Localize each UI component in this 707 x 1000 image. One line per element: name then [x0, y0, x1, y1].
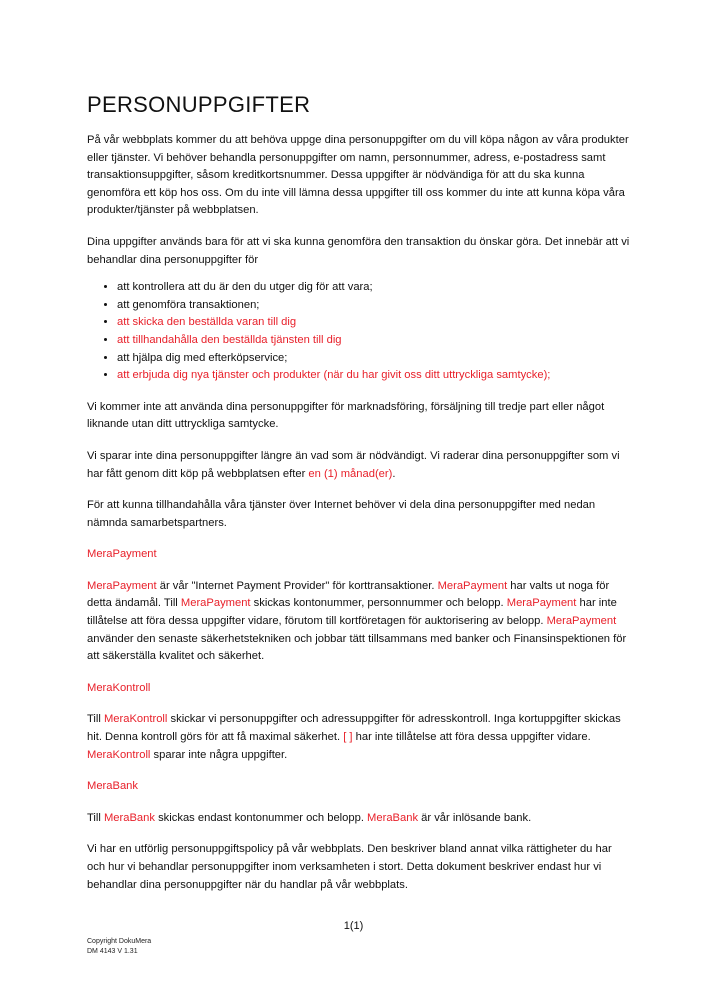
list-item: • att tillhandahålla den beställda tjänsten till dig: [117, 332, 632, 350]
merakontroll-paragraph: [87, 711, 632, 764]
list-item: • att kontrollera att du är den du utger dig för att vara;: [117, 279, 632, 297]
intro-paragraph: På vår webbplats kommer du att behöva uppge dina personuppgifter om du vill köpa någon av våra produkter eller tjänster. Vi behöver behandla personuppgifter om namn, personnummer, adress, e-postadress samt transaktionsuppgifter, såsom kreditkortsnummer. Dessa uppgifter är nödvändiga för att du ska kunna genomföra ett köp hos oss. Om du inte vill lämna dessa uppgifter till oss kommer du inte att kunna köpa våra produkter/tjänster på webbplatsen.: [87, 134, 629, 217]
retention-period: en (1) månad(er): [308, 467, 393, 480]
paragraph-text: har inte tillåtelse att föra dessa uppgifter vidare, förutom till kortföretagen för auktorisering av belopp.: [87, 597, 617, 628]
paragraph-text: är vår "Internet Payment Provider" för korttransaktioner.: [156, 579, 438, 592]
paragraph-text: skickar vi personuppgifter och adressuppgifter för adresskontroll. Inga kortuppgifter skickas hit. Denna kontroll görs för att få maximal säkerhet.: [87, 713, 621, 744]
partner-name: MeraBank: [103, 811, 155, 824]
merabank-paragraph: [87, 810, 632, 828]
retention-paragraph: [87, 448, 632, 483]
paragraph-text: är vår inlösande bank.: [418, 811, 532, 824]
retention-end: .: [392, 467, 396, 480]
paragraph-text: Till: [87, 713, 104, 726]
usage-paragraph: Dina uppgifter används bara för att vi ska kunna genomföra den transaktion du önskar göra. Det innebär att vi behandlar dina personuppgifter för: [87, 235, 630, 266]
partner-name: MeraBank: [367, 811, 419, 824]
page-number: 1(1): [343, 920, 364, 932]
partner-name: MeraPayment: [437, 579, 508, 592]
paragraph-text: sparar inte några uppgifter.: [150, 748, 288, 761]
document-title: PERSONUPPGIFTER: [87, 92, 311, 117]
paragraph-text: Till: [87, 811, 104, 824]
partner-heading-merapayment: MeraPayment: [87, 548, 157, 561]
document-footer: [87, 937, 151, 957]
partners-intro-paragraph: För att kunna tillhandahålla våra tjänster över Internet behöver vi dela dina personuppgifter med nedan nämnda samarbetspartners.: [87, 499, 596, 529]
footer-copyright: Copyright DokuMera: [87, 938, 152, 945]
footer-doc-id: DM 4143 V 1.31: [87, 948, 138, 955]
paragraph-text: använder den senaste säkerhetstekniken och jobbar tätt tillsammans med banker och Finansinspektionen för att säkerställa kvalitet och säkerhet.: [87, 632, 627, 663]
partner-heading-merakontroll: MeraKontroll: [87, 681, 151, 694]
retention-text: Vi sparar inte dina personuppgifter längre än vad som är nödvändigt. Vi raderar dina personuppgifter som vi har fått genom ditt köp på webbplatsen efter: [87, 449, 620, 480]
paragraph-text: skickas endast kontonummer och belopp.: [154, 811, 368, 824]
partner-name: MeraKontroll: [103, 713, 168, 726]
partner-heading-merabank: MeraBank: [87, 780, 138, 793]
marketing-paragraph: Vi kommer inte att använda dina personuppgifter för marknadsföring, försäljning till tredje part eller något liknande utan ditt uttryckliga samtycke.: [87, 400, 605, 431]
paragraph-text: skickas kontonummer, personnummer och belopp.: [250, 597, 507, 610]
list-item: • att erbjuda dig nya tjänster och produkter (när du har givit oss ditt uttryckliga samtycke);: [117, 367, 632, 385]
paragraph-text: har inte tillåtelse att föra dessa uppgifter vidare.: [352, 731, 591, 744]
paragraph-text: har valts ut noga för detta ändamål. Till: [87, 579, 610, 610]
list-item: • att skicka den beställda varan till dig: [117, 314, 632, 332]
list-item: • att hjälpa dig med efterköpservice;: [117, 350, 632, 368]
partner-name: MeraPayment: [506, 597, 577, 610]
policy-paragraph: Vi har en utförlig personuppgiftspolicy på vår webbplats. Den beskriver bland annat vilka rättigheter du har och hur vi behandlar personuppgifter inom verksamheten i stort. Detta dokument beskriver endast hur vi behandlar dina personuppgifter när du handlar på vår webbplats.: [87, 843, 612, 891]
merapayment-paragraph: [87, 578, 632, 666]
list-item: • att genomföra transaktionen;: [117, 297, 632, 315]
document-body: [87, 92, 632, 908]
partner-name: MeraPayment: [180, 597, 251, 610]
partner-name: MeraKontroll: [87, 748, 151, 761]
placeholder-bracket: [ ]: [343, 731, 353, 744]
purpose-list: [87, 279, 632, 385]
partner-name: MeraPayment: [546, 615, 617, 628]
partner-name: MeraPayment: [87, 579, 157, 592]
